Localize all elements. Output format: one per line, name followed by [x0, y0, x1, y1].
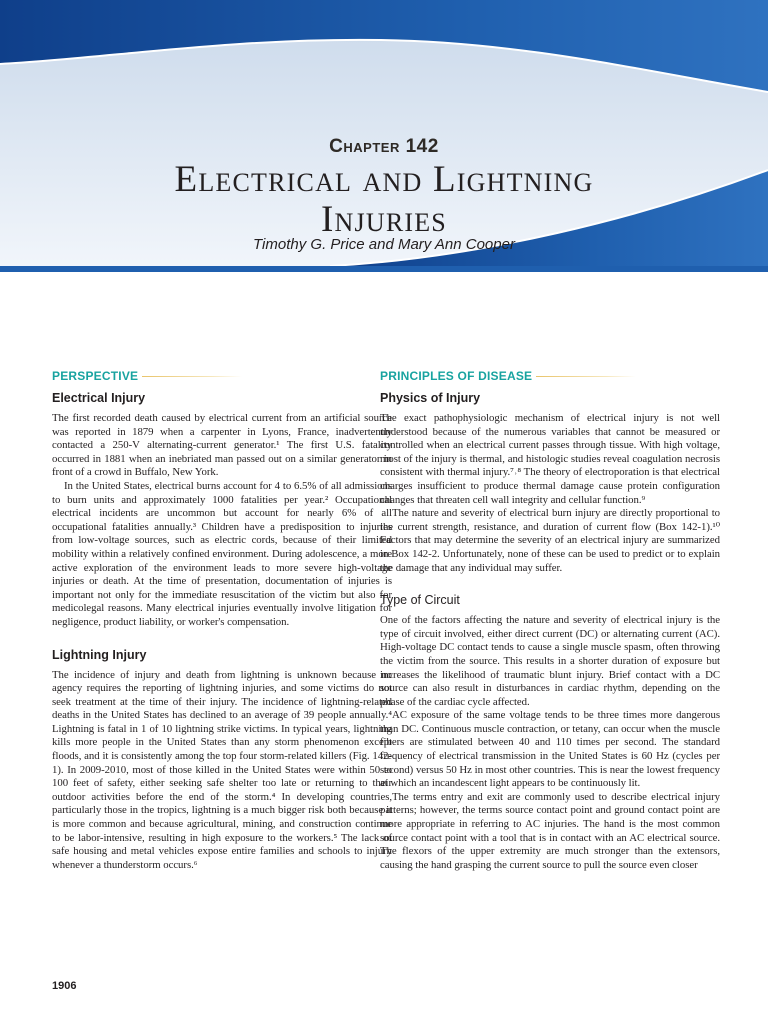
section-heading-perspective [52, 367, 392, 385]
subheading-lightning-injury: Lightning Injury [52, 647, 147, 662]
section-rule [142, 376, 242, 377]
paragraph: In the United States, electrical burns account for 4 to 6.5% of all admissions to burn units and approximately 1000 fatalities per year.² Occupational electrical incidents are uncommon but account for nearly 6% of all occupational fatalities annually.³ Children have a predisposition to injuries from low-voltage sources, such as electric cords, because of their limited mobility within a relatively confined environment. During adolescence, a more active exploration of the environment leads to more severe high-voltage injuries or death. At the time of presentation, documentation of injuries is important not only for the immediate resuscitation of the victim but also for medicolegal reasons. Many electrical injuries eventually involve litigation for negligence, product liability, or worker's compensation. [52, 479, 392, 628]
chapter-title-line-2: Injuries [321, 199, 447, 240]
paragraph: The exact pathophysiologic mechanism of electrical injury is not well understood because of the numerous variables that cannot be measured or controlled when an electrical current passes through tissue. With high voltage, most of the injury is thermal, and histologic studies reveal coagulation necrosis consistent with thermal injury.⁷˒⁸ The theory of electroporation is that electrical charges insufficient to produce thermal damage cause protein configuration changes that threaten cell wall integrity and cellular function.⁹ [380, 412, 720, 506]
paragraph: One of the factors affecting the nature and severity of electrical injury is the type of circuit involved, either direct current (DC) or alternating current (AC). High-voltage DC contact tends to cause a single muscle spasm, often throwing the victim from the source. This results in a shorter duration of exposure but increases the likelihood of traumatic blunt injury. Brief contact with a DC source can also result in disturbances in cardiac rhythm, depending on the phase of the cardiac cycle affected. [380, 614, 720, 708]
subheading-physics-of-injury: Physics of Injury [380, 391, 481, 405]
left-column [52, 367, 392, 872]
subheading-electrical-injury: Electrical Injury [52, 391, 146, 405]
section-heading-text: PERSPECTIVE [52, 369, 139, 383]
page-number: 1906 [52, 980, 77, 992]
chapter-title [0, 160, 768, 240]
right-column [380, 367, 720, 872]
chapter-authors: Timothy G. Price and Mary Ann Cooper [253, 236, 515, 253]
paragraph: AC exposure of the same voltage tends to be three times more dangerous than DC. Continuous muscle contraction, or tetany, can occur when the muscle fibers are stimulated between 40 and 110 times per second. The standard frequency of electrical transmission in the United States is 60 Hz (cycles per second) versus 50 Hz in most other countries. This is near the lowest frequency at which an incandescent light appears to be continuously lit. [380, 709, 720, 790]
subheading-type-of-circuit: Type of Circuit [380, 593, 460, 608]
section-heading-text: PRINCIPLES OF DISEASE [380, 369, 533, 383]
chapter-title-line-1: Electrical and Lightning [174, 159, 594, 200]
paragraph: The nature and severity of electrical burn injury are directly proportional to the current strength, resistance, and duration of current flow (Box 142-1).¹⁰ Factors that may determine the severity of an electrical injury are summarized in Box 142-2. Unfortunately, none of these can be used to predict or to explain the damage that any individual may suffer. [380, 507, 720, 574]
paragraph: The terms entry and exit are commonly used to describe electrical injury patterns; however, the terms source contact point and ground contact point are more appropriate in referring to AC injuries. The hand is the most common source contact point with a tool that is in contact with an AC electrical source. The flexors of the upper extremity are much stronger than the extensors, causing the hand grasping the current source to pull the source even closer [380, 790, 720, 871]
paragraph: The incidence of injury and death from lightning is unknown because no agency requires the reporting of lightning injuries, and some victims do not seek treatment at the time of their injury. The incidence of lightning-related deaths in the United States has declined to an average of 39 people annually.⁴ Lightning is fatal in 1 of 10 lightning strike victims. In typical years, lightning kills more people in the United States than any storm phenomenon except floods, and it is consistently among the top four storm-related killers (Fig. 142-1). In 2009-2010, most of those killed in the United States were within 50 to 100 feet of safety, either seeking safe shelter too late or returning to their outdoor activities before the end of the storm.⁴ In developing countries, particularly those in the tropics, lightning is a much bigger risk both because it is more common and because agricultural, mining, and construction continue to be labor-intensive, resulting in high exposure to the workers.⁵ The lack of safe housing and metal vehicles expose entire families and schools to injury whenever a thunderstorm occurs.⁶ [52, 668, 392, 871]
chapter-label: Chapter 142 [329, 136, 439, 157]
paragraph: The first recorded death caused by electrical current from an artificial source was reported in 1879 when a carpenter in Lyons, France, inadvertently contacted a 250-V alternating-current generator.¹ The first U.S. fatality occurred in 1881 when an inebriated man passed out on a similar generator in front of a crowd in Buffalo, New York. [52, 412, 392, 479]
section-heading-principles [380, 367, 720, 385]
section-rule [536, 376, 636, 377]
